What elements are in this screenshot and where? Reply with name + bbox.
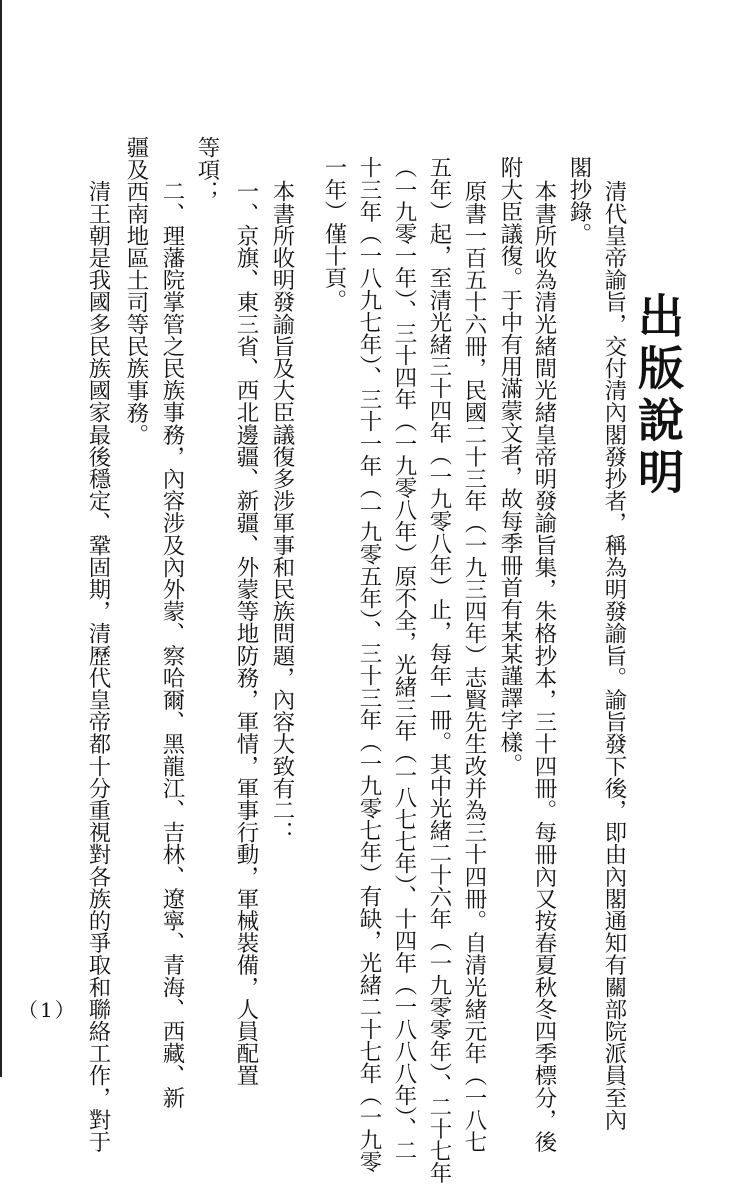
text-column-8: 十三年（一八九七年）、三十一年（一九零五年）、三十三年（一九零七年）有缺，光緒二十七年（一九零 — [356, 156, 382, 1173]
text-column-5: 原書一百五十六冊，民國二十三年（一九三四年）志賢先生改并為三十四冊。自清光緒元年（一八七 — [461, 180, 487, 1153]
text-column-2: 閣抄錄。 — [566, 156, 592, 245]
text-column-6: 五年）起，至清光緒三十四年（一九零八年）止，每年一冊。其中光緒二十六年（一九零零年）、二十七年 — [426, 156, 452, 1184]
page-title: 出版說明 — [631, 292, 685, 500]
text-column-7: （一九零一年）、三十四年（一九零八年）原不全，光緒三年（一八七七年）、十四年（一八八八年）、二 — [391, 156, 417, 1162]
text-column-11: 一、京旗、東三省、西北邊疆、新疆、外蒙等地防務，軍情，軍事行動，軍械裝備，人員配置 — [233, 180, 259, 1087]
text-column-9: 一年）僅十頁。 — [321, 156, 347, 311]
page-left-border — [0, 0, 2, 1077]
text-column-14: 疆及西南地區土司等民族事務。 — [123, 136, 149, 446]
text-column-12: 等項； — [194, 136, 220, 203]
page-number: （1） — [18, 998, 77, 1022]
text-column-1: 清代皇帝諭旨，交付清內閣發抄者，稱為明發諭旨。諭旨發下後，即由內閣通知有關部院派員至內 — [601, 180, 627, 1131]
text-column-15: 清王朝是我國多民族國家最後穩定、鞏固期，清歷代皇帝都十分重視對各族的爭取和聯絡工作，對于 — [85, 180, 111, 1153]
text-column-10: 本書所收明發諭旨及大臣議復多涉軍事和民族問題，內容大致有二： — [269, 180, 295, 844]
text-column-13: 二、理藩院掌管之民族事務，內容涉及內外蒙、察哈爾、黑龍江、吉林、遼寧、青海、西藏、新 — [159, 180, 185, 1109]
text-column-4: 附大臣議復。于中有用滿蒙文者，故每季冊首有某某謹譯字樣。 — [497, 156, 523, 775]
text-column-3: 本書所收為清光緒間光緒皇帝明發諭旨集，朱格抄本，三十四冊。每冊內又按春夏秋冬四季標分，後 — [531, 180, 557, 1153]
